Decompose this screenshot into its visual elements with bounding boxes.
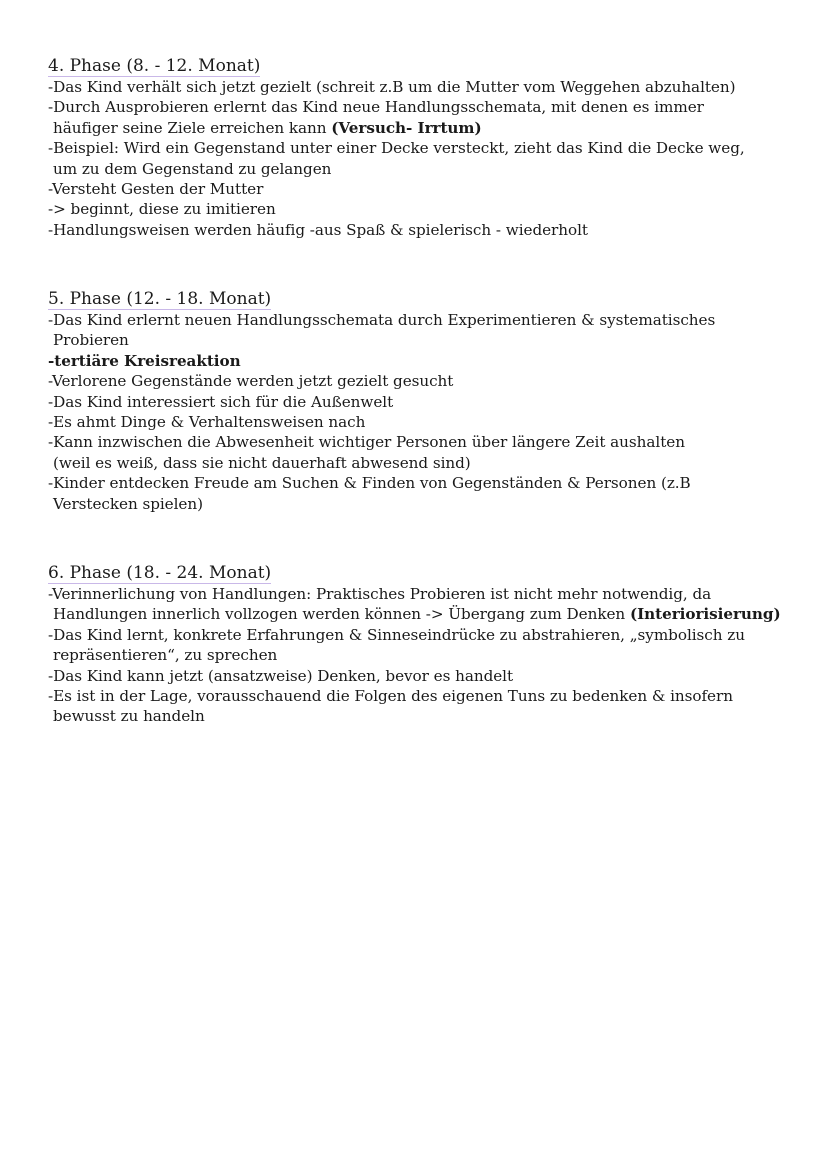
- phase-5-line: -Verlorene Gegenstände werden jetzt gezielt gesucht: [48, 372, 454, 391]
- phase-6-bold-term: (Interiorisierung): [629, 605, 781, 624]
- phase-5-line: Verstecken spielen): [53, 494, 203, 513]
- phase-6-line: repräsentieren“, zu sprechen: [53, 646, 278, 665]
- phase-5-line: -Kann inzwischen die Abwesenheit wichtiger Personen über längere Zeit aushalten: [48, 433, 685, 452]
- phase-5-line: (weil es weiß, dass sie nicht dauerhaft abwesend sind): [53, 453, 471, 472]
- phase-4-line: [48, 118, 818, 138]
- phase-4-line: -Versteht Gesten der Mutter: [48, 179, 264, 198]
- phase-6-line: -Verinnerlichung von Handlungen: Praktisches Probieren ist nicht mehr notwendig, da: [48, 585, 712, 603]
- phase-4-section: [48, 56, 818, 240]
- phase-4-line: -Handlungsweisen werden häufig -aus Spaß & spielerisch - wiederholt: [48, 220, 588, 239]
- phase-6-section: [48, 563, 818, 727]
- phase-4-line: -Beispiel: Wird ein Gegenstand unter einer Decke versteckt, zieht das Kind die Decke weg,: [48, 139, 745, 158]
- phase-6-line-text: Handlungen innerlich vollzogen werden können -> Übergang zum Denken: [53, 605, 630, 624]
- phase-6-line: [48, 604, 818, 624]
- phase-4-line: -Das Kind verhält sich jetzt gezielt (schreit z.B um die Mutter vom Weggehen abzuhalten): [48, 78, 736, 96]
- phase-5-bold-term: -tertiäre Kreisreaktion: [48, 351, 241, 370]
- phase-5-line: -Das Kind interessiert sich für die Außenwelt: [48, 392, 394, 411]
- phase-5-line: Probieren: [53, 331, 129, 350]
- phase-4-line: -> beginnt, diese zu imitieren: [48, 200, 276, 219]
- phase-4-line: um zu dem Gegenstand zu gelangen: [53, 159, 332, 178]
- phase-5-title: 5. Phase (12. - 18. Monat): [48, 289, 272, 309]
- phase-6-line: -Das Kind lernt, konkrete Erfahrungen & Sinneseindrücke zu abstrahieren, „symbolisch zu: [48, 625, 745, 644]
- phase-6-line: bewusst zu handeln: [53, 707, 205, 726]
- phase-5-line: -Das Kind erlernt neuen Handlungsschemata durch Experimentieren & systematisches: [48, 311, 716, 329]
- phase-4-line: -Durch Ausprobieren erlernt das Kind neue Handlungsschemata, mit denen es immer: [48, 98, 704, 117]
- phase-5-line: -Kinder entdecken Freude am Suchen & Finden von Gegenständen & Personen (z.B: [48, 474, 691, 493]
- phase-6-line: -Es ist in der Lage, vorausschauend die Folgen des eigenen Tuns zu bedenken & insofern: [48, 686, 733, 705]
- phase-4-bold-term: (Versuch- Irrtum): [331, 118, 482, 137]
- phase-4-line-text: häufiger seine Ziele erreichen kann: [53, 118, 332, 137]
- phase-5-section: [48, 289, 818, 514]
- phase-5-line: -Es ahmt Dinge & Verhaltensweisen nach: [48, 412, 366, 431]
- phase-6-line: -Das Kind kann jetzt (ansatzweise) Denken, bevor es handelt: [48, 666, 514, 685]
- phase-4-title: 4. Phase (8. - 12. Monat): [48, 56, 261, 76]
- phase-6-title: 6. Phase (18. - 24. Monat): [48, 563, 272, 583]
